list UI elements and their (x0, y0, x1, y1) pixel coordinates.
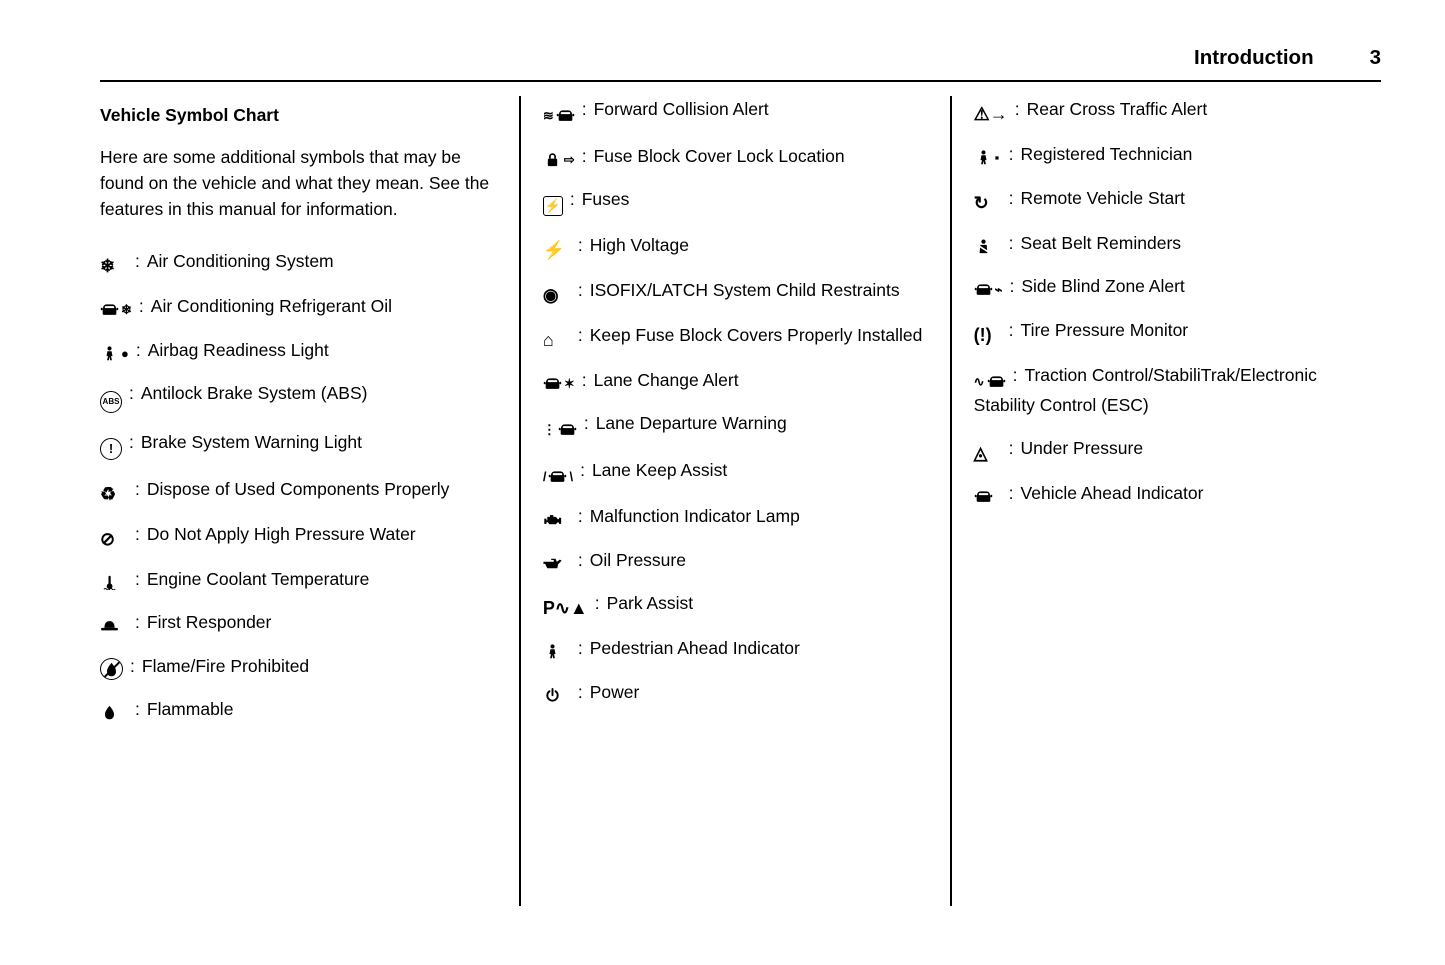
symbol-row (543, 186, 940, 216)
separator: : (1012, 364, 1018, 385)
symbol-row (100, 293, 497, 321)
header-text (100, 46, 1381, 70)
symbol-row (974, 273, 1371, 301)
separator: : (1008, 232, 1014, 253)
separator: : (135, 568, 140, 589)
symbol-label: Registered Technician (1020, 144, 1193, 164)
symbol-row (100, 380, 497, 413)
symbol-row (543, 410, 940, 441)
symbol-row (543, 635, 940, 663)
symbol-label: Pedestrian Ahead Indicator (589, 638, 800, 658)
symbol-label: Fuse Block Cover Lock Location (593, 145, 845, 166)
high-voltage-icon: ⚡ (542, 239, 566, 260)
symbol-row (100, 609, 497, 637)
header-rule (100, 80, 1381, 82)
separator: : (1008, 483, 1014, 503)
symbol-row (543, 143, 940, 171)
separator: : (129, 383, 134, 403)
symbol-list-1 (100, 248, 497, 724)
vehicle-ahead-icon (974, 486, 1002, 508)
separator: : (577, 279, 583, 300)
symbol-label: Seat Belt Reminders (1020, 232, 1182, 253)
symbol-label: Malfunction Indicator Lamp (589, 506, 800, 526)
symbol-label: Vehicle Ahead Indicator (1020, 483, 1204, 503)
seat-belt-reminder-icon (974, 235, 1002, 257)
first-responder-icon (100, 615, 128, 637)
section-heading: Vehicle Symbol Chart (100, 105, 279, 125)
column-3 (952, 96, 1381, 524)
symbol-label: Air Conditioning Refrigerant Oil (150, 296, 393, 316)
symbol-label: Remote Vehicle Start (1020, 187, 1185, 208)
symbol-row (974, 96, 1371, 125)
symbol-label: Do Not Apply High Pressure Water (146, 523, 416, 544)
symbol-row (543, 547, 940, 575)
separator: : (1008, 319, 1014, 340)
symbol-label: Oil Pressure (589, 549, 686, 570)
separator: : (135, 478, 140, 499)
symbol-label: Under Pressure (1020, 438, 1144, 458)
flame-prohibited-icon (100, 658, 123, 680)
separator: : (577, 681, 583, 702)
ac-refrigerant-oil-icon: ❄ (100, 299, 132, 321)
symbol-label: Traction Control/StabiliTrak/Electronic Stability Control (ESC) (973, 364, 1317, 415)
separator: : (135, 612, 140, 632)
side-blind-zone-icon: ⌁ (974, 279, 1003, 301)
symbol-list-2 (543, 96, 940, 706)
remote-start-icon: ↻ (973, 192, 989, 213)
symbol-row (974, 317, 1371, 346)
symbol-row (543, 232, 940, 261)
separator: : (583, 413, 589, 433)
symbol-row (100, 248, 497, 277)
lane-departure-warning-icon: ⋮ (543, 419, 577, 441)
symbol-label: First Responder (146, 612, 272, 632)
symbol-row (543, 457, 940, 488)
separator: : (130, 655, 135, 676)
symbol-label: High Voltage (589, 234, 689, 255)
symbol-row (974, 435, 1371, 464)
brake-warning-icon: ! (100, 438, 122, 460)
separator: : (135, 339, 141, 360)
symbol-row (543, 590, 940, 619)
symbol-label: Forward Collision Alert (593, 99, 769, 119)
coolant-temperature-icon (100, 571, 128, 593)
fuse-cover-icon: ⌂ (542, 329, 554, 350)
under-pressure-icon: ◬ (973, 443, 988, 463)
symbol-label: Flammable (146, 699, 234, 719)
symbol-label: Lane Keep Assist (591, 459, 728, 480)
symbol-row (543, 277, 940, 306)
rear-cross-traffic-icon: ⚠→ (973, 104, 1008, 124)
separator: : (569, 189, 575, 209)
abs-icon: ABS (100, 391, 122, 413)
separator: : (135, 699, 140, 719)
power-icon (543, 684, 571, 706)
park-assist-icon: P∿▲ (542, 598, 588, 618)
tire-pressure-icon: (!) (973, 324, 992, 345)
page-header (100, 46, 1381, 82)
flammable-icon (100, 702, 128, 724)
symbol-label: Power (589, 681, 640, 702)
symbol-row (100, 429, 497, 460)
separator: : (577, 638, 583, 658)
pedestrian-ahead-icon (543, 641, 571, 663)
symbol-label: Airbag Readiness Light (147, 339, 329, 360)
separator: : (581, 99, 587, 119)
symbol-row (974, 185, 1371, 214)
symbol-label: Park Assist (606, 593, 694, 613)
separator: : (1014, 99, 1020, 119)
symbol-label: Brake System Warning Light (140, 432, 362, 452)
symbol-row (543, 322, 940, 351)
lane-change-alert-icon: ✶ (543, 372, 575, 394)
separator: : (135, 523, 140, 544)
separator: : (577, 234, 583, 255)
separator: : (1008, 187, 1014, 208)
separator: : (594, 593, 600, 613)
separator: : (581, 145, 587, 166)
symbol-row (100, 653, 497, 681)
symbol-row (543, 96, 940, 127)
symbol-label: Side Blind Zone Alert (1021, 276, 1185, 296)
separator: : (581, 369, 587, 390)
registered-technician-icon: ▪ (974, 147, 1002, 169)
separator: : (135, 251, 140, 271)
separator: : (138, 296, 144, 316)
symbol-row (974, 141, 1371, 169)
symbol-row (100, 337, 497, 365)
symbol-row (974, 480, 1371, 508)
symbol-label: Flame/Fire Prohibited (141, 655, 310, 676)
symbol-label: Rear Cross Traffic Alert (1026, 99, 1208, 119)
separator: : (1009, 276, 1015, 296)
symbol-label: ISOFIX/LATCH System Child Restraints (589, 279, 900, 300)
symbol-row (100, 476, 497, 505)
symbol-label: Fuses (581, 189, 630, 209)
symbol-row (543, 679, 940, 707)
separator: : (580, 459, 585, 480)
symbol-label: Dispose of Used Components Properly (146, 478, 450, 499)
fuse-block-lock-icon: ⇨ (543, 148, 575, 170)
separator: : (1008, 438, 1014, 458)
symbol-list-3 (974, 96, 1371, 508)
symbol-label: Lane Departure Warning (595, 413, 787, 433)
column-1 (100, 96, 519, 740)
symbol-label: Air Conditioning System (146, 251, 334, 271)
column-2 (521, 96, 950, 722)
no-high-pressure-water-icon: ⊘ (100, 528, 116, 549)
traction-control-icon: ∿ (974, 370, 1006, 392)
forward-collision-alert-icon: ≋ (543, 105, 575, 127)
symbol-label: Tire Pressure Monitor (1020, 319, 1189, 340)
oil-pressure-icon (543, 552, 571, 574)
symbol-row (100, 566, 497, 594)
separator: : (577, 324, 583, 345)
symbol-row (543, 503, 940, 531)
malfunction-indicator-icon (543, 509, 571, 531)
symbol-chart (100, 96, 1381, 965)
snowflake-icon: ❄ (100, 256, 116, 276)
symbol-label: Engine Coolant Temperature (146, 568, 370, 589)
separator: : (1008, 144, 1014, 164)
separator: : (577, 549, 583, 570)
lane-keep-assist-icon: / \ (542, 468, 574, 484)
separator: : (577, 506, 583, 526)
symbol-row (974, 362, 1371, 420)
intro-paragraph: Here are some additional symbols that may be found on the vehicle and what they mean. See the features in this manual for information. (100, 147, 490, 219)
symbol-label: Antilock Brake System (ABS) (140, 383, 368, 403)
child-restraint-icon: ◉ (542, 284, 559, 305)
symbol-row (974, 230, 1371, 258)
symbol-row (100, 696, 497, 724)
symbol-row (100, 521, 497, 550)
fuses-icon: ⚡ (543, 196, 563, 216)
page-number: 3 (1369, 46, 1381, 69)
symbol-row (543, 367, 940, 395)
page-section-title: Introduction (1194, 46, 1314, 69)
symbol-label: Lane Change Alert (593, 369, 739, 390)
symbol-label: Keep Fuse Block Covers Properly Installed (589, 324, 923, 345)
dispose-properly-icon: ♻ (100, 483, 117, 504)
airbag-readiness-icon: ● (100, 342, 129, 364)
separator: : (129, 432, 134, 452)
